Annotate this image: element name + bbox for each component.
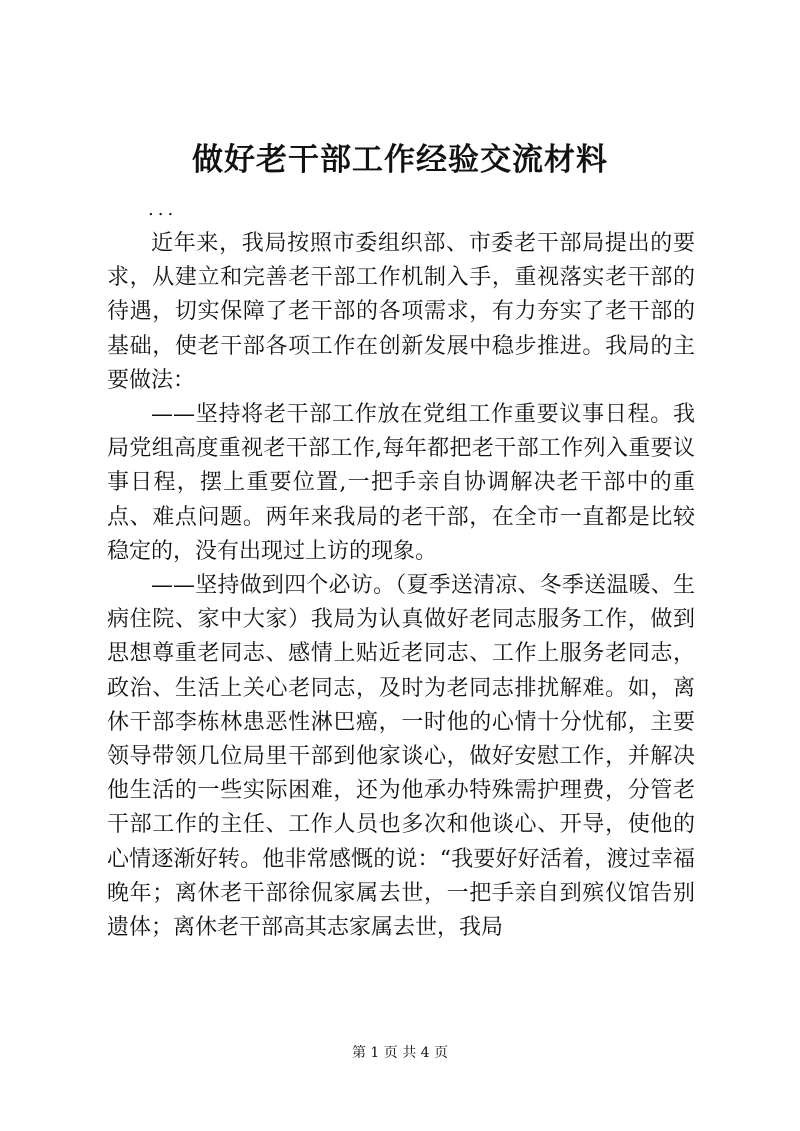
paragraph-four-visits: ——坚持做到四个必访。（夏季送清凉、冬季送温暖、生病住院、家中大家）我局为认真做好老同志服务工作，做到思想尊重老同志、感情上贴近老同志、工作上服务老同志，政治、生活上关心老同志，及时为老同志排扰解难。如，离休干部李栋林患恶性淋巴癌，一时他的心情十分忧郁，主要领导带领几位局里干部到他家谈心，做好安慰工作，并解决他生活的一些实际困难，还为他承办特殊需护理费，分管老干部工作的主任、工作人员也多次和他谈心、开导，使他的心情逐渐好转。他非常感慨的说：“我要好好活着，渡过幸福晚年；离休老干部徐侃家属去世，一把手亲自到殡仪馆告别遗体；离休老干部高其志家属去世，我局 (107, 573, 695, 941)
paragraph-party-agenda: ——坚持将老干部工作放在党组工作重要议事日程。我局党组高度重视老干部工作,每年都把老干部工作列入重要议事日程，摆上重要位置,一把手亲自协调解决老干部中的重点、难点问题。两年来我局的老干部，在全市一直都是比较稳定的，没有出现过上访的现象。 (107, 402, 695, 564)
ellipsis-marker: ... (148, 199, 178, 220)
paragraph-intro: 近年来，我局按照市委组织部、市委老干部局提出的要求，从建立和完善老干部工作机制入手，重视落实老干部的待遇，切实保障了老干部的各项需求，有力夯实了老干部的基础，使老干部各项工作在创新发展中稳步推进。我局的主要做法： (107, 231, 695, 393)
page-footer: 第 1 页 共 4 页 (351, 1045, 449, 1061)
document-body (107, 227, 695, 945)
document-title: 做好老干部工作经验交流材料 (192, 142, 608, 178)
